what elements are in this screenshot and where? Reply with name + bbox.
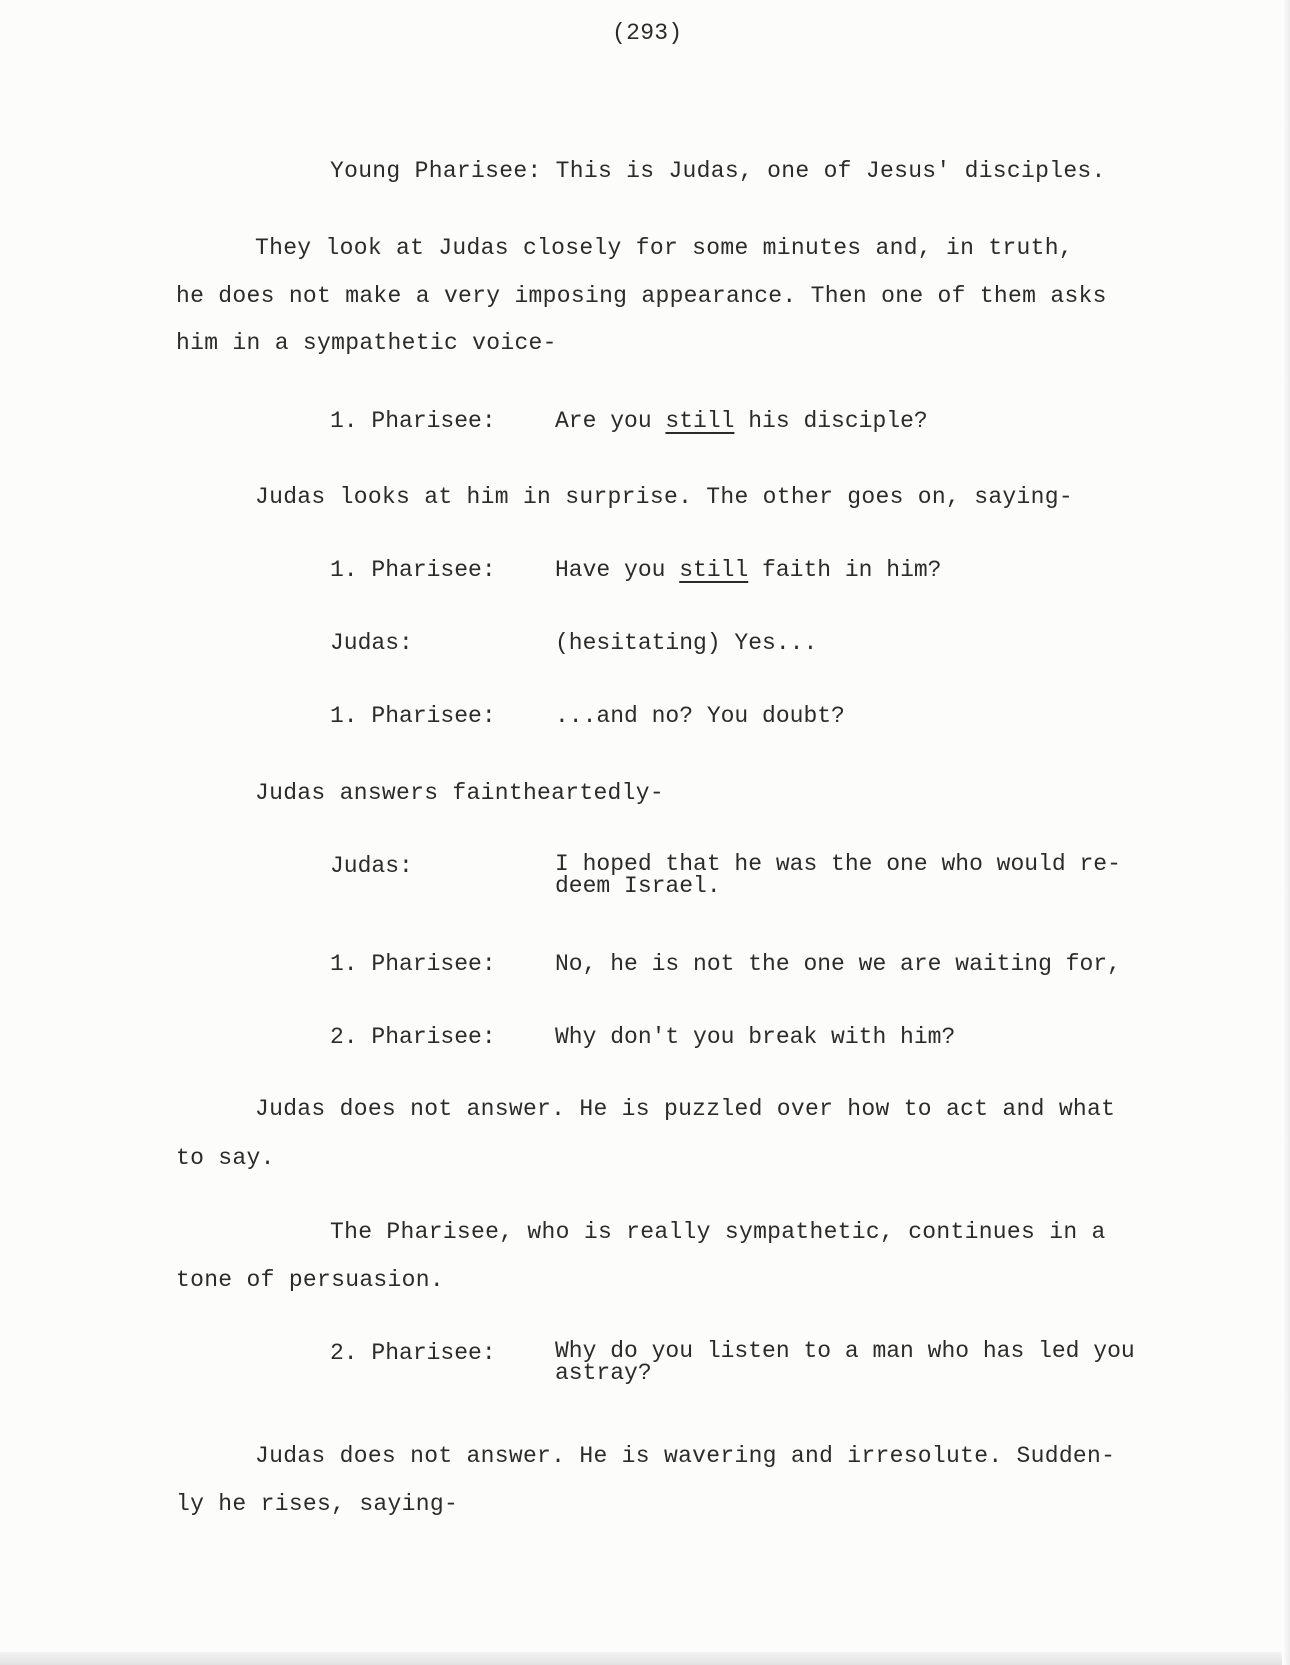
paragraph-line: Judas does not answer. He is wavering and irresolute. Sudden- [255,1443,1116,1469]
speaker-label: Judas: [330,630,413,656]
dialogue-text [555,557,1195,583]
dialogue-text: ...and no? You doubt? [555,703,845,729]
speaker-label: 2. Pharisee: [330,1340,496,1366]
speaker-label: 1. Pharisee: [330,951,496,977]
dialogue-text: (hesitating) Yes... [555,630,818,656]
paragraph-line: The Pharisee, who is really sympathetic, continues in a [330,1219,1106,1245]
scan-bottom-edge [0,1652,1290,1665]
dialogue-text-part: faith in him? [748,557,942,583]
dialogue-text: Why do you listen to a man who has led you astray? [555,1338,1135,1386]
scan-right-edge [1282,0,1290,1665]
speaker-label: 1. Pharisee: [330,557,496,583]
dialogue-text: I hoped that he was the one who would re- deem Israel. [555,851,1121,899]
speaker-label: 2. Pharisee: [330,1024,496,1050]
page-number: (293) [612,20,683,46]
paragraph-line: Judas does not answer. He is puzzled over how to act and what [255,1096,1116,1122]
emphasized-word: still [679,557,749,583]
dialogue-text-part: Are you [555,408,666,434]
dialogue-text: Why don't you break with him? [555,1024,956,1050]
dialogue-text [555,408,1195,434]
paragraph-line: he does not make a very imposing appearance. Then one of them asks [176,283,1107,309]
paragraph-line: to say. [176,1145,275,1171]
dialogue-text-part: his disciple? [734,408,928,434]
paragraph-line: Judas looks at him in surprise. The other goes on, saying- [255,484,1073,510]
paragraph-line: They look at Judas closely for some minutes and, in truth, [255,235,1073,261]
paragraph-line: tone of persuasion. [176,1267,444,1293]
paragraph-line: him in a sympathetic voice- [176,330,557,356]
dialogue-text-part: Have you [555,557,680,583]
paragraph-line: ly he rises, saying- [176,1491,459,1517]
speaker-label: 1. Pharisee: [330,408,496,434]
paragraph-line: Judas answers faintheartedly- [255,780,664,806]
dialogue-text: No, he is not the one we are waiting for, [555,951,1121,977]
emphasized-word: still [665,408,735,434]
speaker-label: 1. Pharisee: [330,703,496,729]
speaker-label: Judas: [330,853,413,879]
young-pharisee-line: Young Pharisee: This is Judas, one of Jesus' disciples. [330,158,1106,184]
